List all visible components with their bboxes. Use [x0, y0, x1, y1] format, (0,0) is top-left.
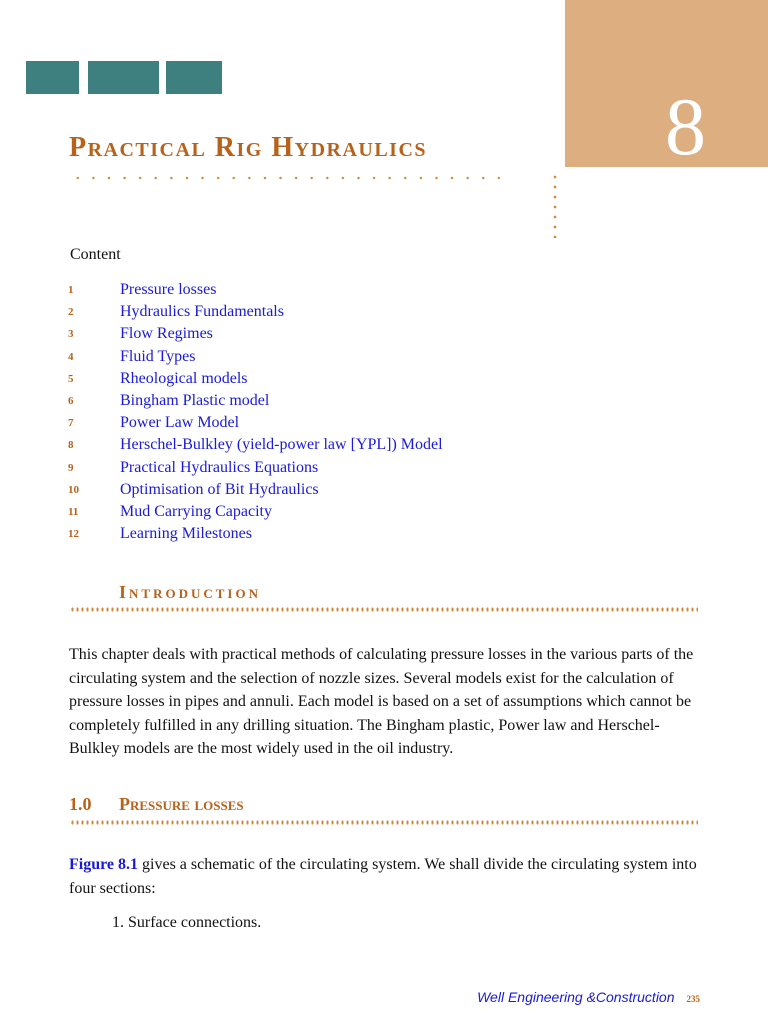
toc-item[interactable]: [68, 346, 443, 368]
toc-item[interactable]: [68, 390, 443, 412]
chapter-number: 8: [665, 81, 706, 172]
toc-number: 10: [68, 483, 79, 496]
toc-link[interactable]: Hydraulics Fundamentals: [120, 303, 284, 321]
toc-number: 1: [68, 284, 74, 297]
page-number: 235: [686, 994, 700, 1004]
toc-link[interactable]: Herschel-Bulkley (yield-power law [YPL]) Model: [120, 436, 443, 454]
pressure-losses-paragraph: [69, 853, 701, 900]
toc-link[interactable]: Flow Regimes: [120, 325, 213, 343]
toc-number: 8: [68, 439, 74, 452]
table-of-contents: [68, 279, 443, 545]
section-number: 1.0: [69, 794, 92, 814]
book-title: Well Engineering &Construction: [477, 989, 675, 1005]
toc-item[interactable]: [68, 434, 443, 456]
toc-link[interactable]: Learning Milestones: [120, 525, 252, 543]
numbered-list: [112, 911, 261, 935]
toc-item[interactable]: [68, 279, 443, 301]
chapter-title: Practical Rig Hydraulics: [69, 132, 428, 163]
toc-link[interactable]: Pressure losses: [120, 281, 217, 299]
figure-link[interactable]: Figure 8.1: [69, 856, 139, 873]
section-dotted-rule: [70, 820, 698, 825]
toc-item[interactable]: [68, 523, 443, 545]
pressure-losses-heading: [69, 792, 244, 816]
toc-item[interactable]: [68, 368, 443, 390]
header-decor-block: [88, 61, 159, 94]
toc-item[interactable]: [68, 479, 443, 501]
list-item: 1. Surface connections.: [112, 914, 262, 931]
title-dotted-rule: [70, 176, 512, 180]
toc-link[interactable]: Power Law Model: [120, 414, 240, 432]
toc-item[interactable]: [68, 501, 443, 523]
section-title: Pressure losses: [119, 794, 244, 814]
content-heading: Content: [70, 246, 121, 263]
chapter-number-box: [565, 0, 768, 172]
toc-link[interactable]: Fluid Types: [120, 347, 196, 365]
toc-number: 3: [68, 328, 74, 341]
paragraph-text: gives a schematic of the circulating system. We shall divide the circulating system into four sections:: [69, 856, 697, 897]
toc-number: 2: [68, 306, 74, 319]
toc-number: 11: [68, 505, 79, 518]
toc-link[interactable]: Mud Carrying Capacity: [120, 502, 272, 520]
header-decor-block: [26, 61, 79, 94]
introduction-paragraph: This chapter deals with practical methods of calculating pressure losses in the various parts of the circulating system and the selection of nozzle sizes. Several models exist for the calculation of pressure losses in pipes and annuli. Each model is based on a set of assumptions which cannot be completely fulfilled in any drilling situation. The Bingham plastic, Power law and Herschel-Bulkley models are the most widely used in the oil industry.: [69, 646, 694, 757]
toc-item[interactable]: [68, 412, 443, 434]
toc-number: 12: [68, 528, 79, 541]
toc-item[interactable]: [68, 301, 443, 323]
toc-number: 5: [68, 372, 74, 385]
toc-number: 7: [68, 417, 74, 430]
toc-link[interactable]: Rheological models: [120, 369, 248, 387]
toc-link[interactable]: Optimisation of Bit Hydraulics: [120, 480, 319, 498]
toc-link[interactable]: Practical Hydraulics Equations: [120, 458, 319, 476]
toc-number: 9: [68, 461, 74, 474]
toc-link[interactable]: Bingham Plastic model: [120, 392, 270, 410]
toc-number: 4: [68, 350, 74, 363]
section-dotted-rule: [70, 607, 698, 612]
page-footer: [477, 989, 700, 1005]
vertical-dotted-rule: [553, 172, 557, 238]
toc-item[interactable]: [68, 457, 443, 479]
toc-number: 6: [68, 395, 74, 408]
toc-item[interactable]: [68, 323, 443, 345]
header-decor-block: [166, 61, 222, 94]
introduction-heading: Introduction: [119, 582, 261, 602]
